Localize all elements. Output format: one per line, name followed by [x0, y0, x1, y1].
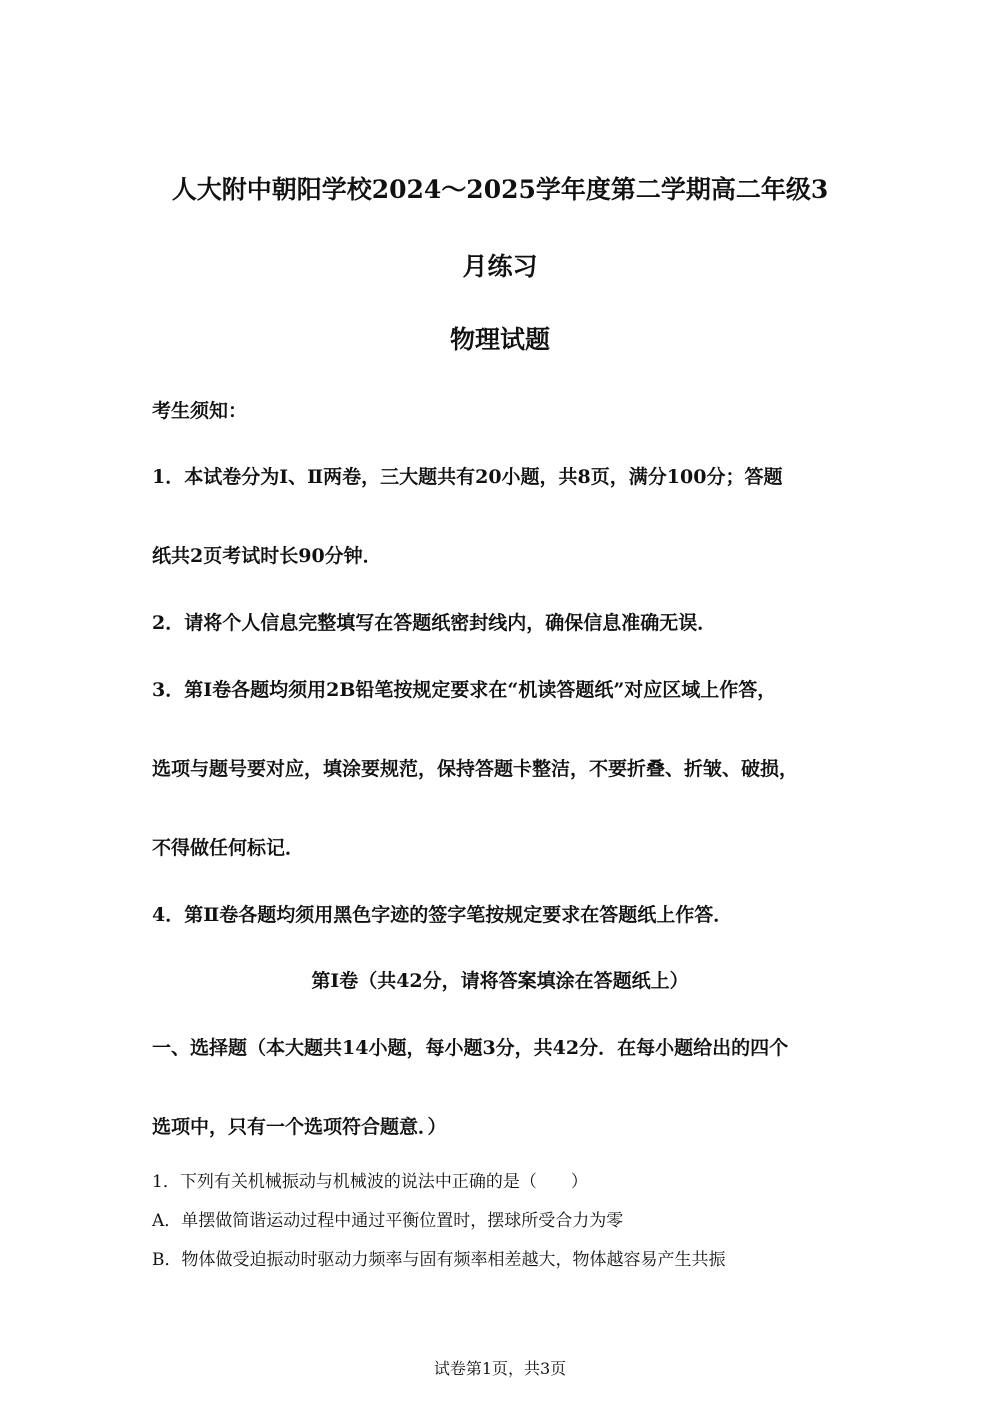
- notice-item: 纸共2页考试时长90分钟．: [152, 545, 382, 567]
- question-1-option-b: B．物体做受迫振动时驱动力频率与固有频率相差越大，物体越容易产生共振: [152, 1250, 726, 1270]
- title-line-2: 月练习: [462, 252, 538, 281]
- question-1-option-a: A．单摆做简谐运动过程中通过平衡位置时，摆球所受合力为零: [152, 1211, 624, 1231]
- subject-title: 物理试题: [449, 325, 550, 354]
- section-heading-line-2: 选项中，只有一个选项符合题意．）: [152, 1116, 447, 1138]
- question-1-stem: 1．下列有关机械振动与机械波的说法中正确的是（ ）: [152, 1172, 588, 1192]
- notice-item: 不得做任何标记．: [152, 837, 305, 859]
- notice-item: 3．第Ⅰ卷各题均须用2B铅笔按规定要求在“机读答题纸”对应区域上作答，: [152, 679, 777, 701]
- notice-item: 2．请将个人信息完整填写在答题纸密封线内，确保信息准确无误．: [152, 612, 717, 634]
- section-heading-line-1: 一、选择题（本大题共14小题，每小题3分，共42分．在每小题给出的四个: [152, 1037, 789, 1059]
- notice-item: 1．本试卷分为Ⅰ、Ⅱ两卷，三大题共有20小题，共8页，满分100分；答题: [152, 466, 783, 488]
- part1-heading: 第Ⅰ卷（共42分，请将答案填涂在答题纸上）: [311, 970, 689, 992]
- title-line-1: 人大附中朝阳学校2024～2025学年度第二学期高二年级3: [171, 175, 829, 204]
- notice-heading: 考生须知：: [152, 400, 248, 422]
- page-footer: 试卷第1页，共3页: [433, 1359, 567, 1378]
- notice-item: 4．第Ⅱ卷各题均须用黑色字迹的签字笔按规定要求在答题纸上作答．: [152, 904, 733, 926]
- notice-item: 选项与题号要对应，填涂要规范，保持答题卡整洁，不要折叠、折皱、破损，: [152, 758, 799, 780]
